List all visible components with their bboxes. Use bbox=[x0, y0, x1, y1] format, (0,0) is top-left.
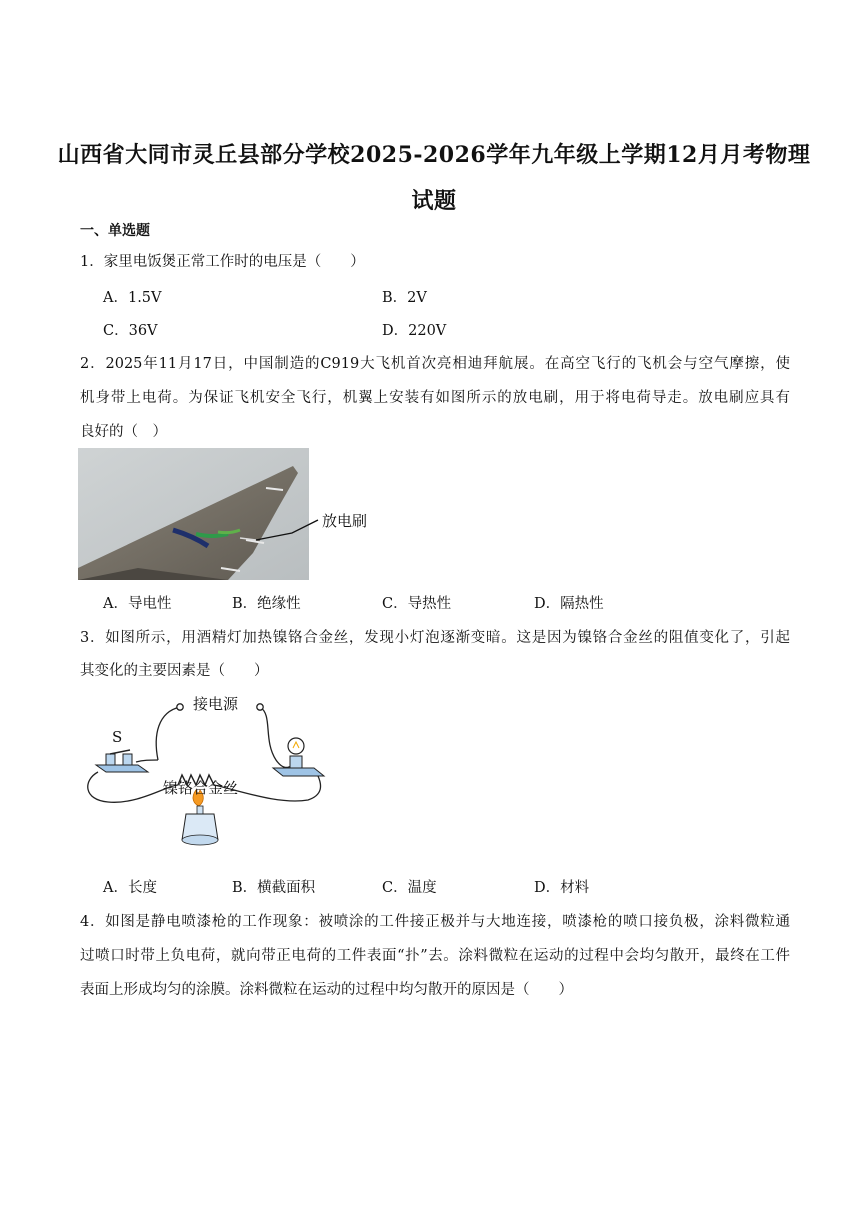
question-4-stem-line-1: 4．如图是静电喷漆枪的工作现象：被喷涂的工件接正极并与大地连接，喷漆枪的喷口接负极，涂料微粒通 bbox=[80, 914, 790, 930]
nichrome-wire-label: 镍铬合金丝 bbox=[163, 779, 239, 797]
question-3-option-a[interactable]: A．长度 bbox=[103, 880, 157, 896]
question-2-option-c[interactable]: C．导热性 bbox=[382, 596, 452, 612]
switch-label: S bbox=[112, 728, 123, 746]
question-1-option-a[interactable]: A．1.5V bbox=[103, 290, 162, 306]
circuit-diagram-figure bbox=[78, 690, 328, 860]
question-4-stem-line-2: 过喷口时带上负电荷，就向带正电荷的工件表面“扑”去。涂料微粒在运动的过程中会均匀散开，最终在工件 bbox=[80, 948, 790, 964]
question-3-stem-line-2: 其变化的主要因素是（ ） bbox=[80, 663, 269, 679]
question-2-option-a[interactable]: A．导电性 bbox=[103, 596, 172, 612]
question-3-option-d[interactable]: D．材料 bbox=[534, 880, 590, 896]
question-3-option-c[interactable]: C．温度 bbox=[382, 880, 437, 896]
question-2-stem-line-1: 2．2025年11月17日，中国制造的C919大飞机首次亮相迪拜航展。在高空飞行的飞机会与空气摩擦，使 bbox=[80, 356, 790, 372]
question-2-option-d[interactable]: D．隔热性 bbox=[534, 596, 604, 612]
question-1-option-b[interactable]: B．2V bbox=[382, 290, 427, 306]
section-heading: 一、单选题 bbox=[80, 223, 150, 239]
page-title: 山西省大同市灵丘县部分学校2025-2026学年九年级上学期12月月考物理 bbox=[57, 142, 811, 168]
question-1-option-d[interactable]: D．220V bbox=[382, 323, 447, 339]
question-4-stem-line-3: 表面上形成均匀的涂膜。涂料微粒在运动的过程中均匀散开的原因是（ ） bbox=[80, 982, 573, 998]
question-2-option-b[interactable]: B．绝缘性 bbox=[232, 596, 301, 612]
page-title-continued: 试题 bbox=[411, 188, 457, 214]
question-1-stem: 1．家里电饭煲正常工作时的电压是（ ） bbox=[80, 254, 365, 270]
question-3-stem-line-1: 3．如图所示，用酒精灯加热镍铬合金丝，发现小灯泡逐渐变暗。这是因为镍铬合金丝的阻值变化了，引起 bbox=[80, 630, 790, 646]
question-1-option-c[interactable]: C．36V bbox=[103, 323, 158, 339]
power-supply-label: 接电源 bbox=[193, 695, 239, 713]
question-3-option-b[interactable]: B．横截面积 bbox=[232, 880, 316, 896]
discharge-brush-label: 放电刷 bbox=[322, 512, 368, 530]
question-2-stem-line-2: 机身带上电荷。为保证飞机安全飞行，机翼上安装有如图所示的放电刷，用于将电荷导走。放电刷应具有 bbox=[80, 390, 790, 406]
question-2-stem-line-3: 良好的（ ） bbox=[80, 424, 167, 440]
